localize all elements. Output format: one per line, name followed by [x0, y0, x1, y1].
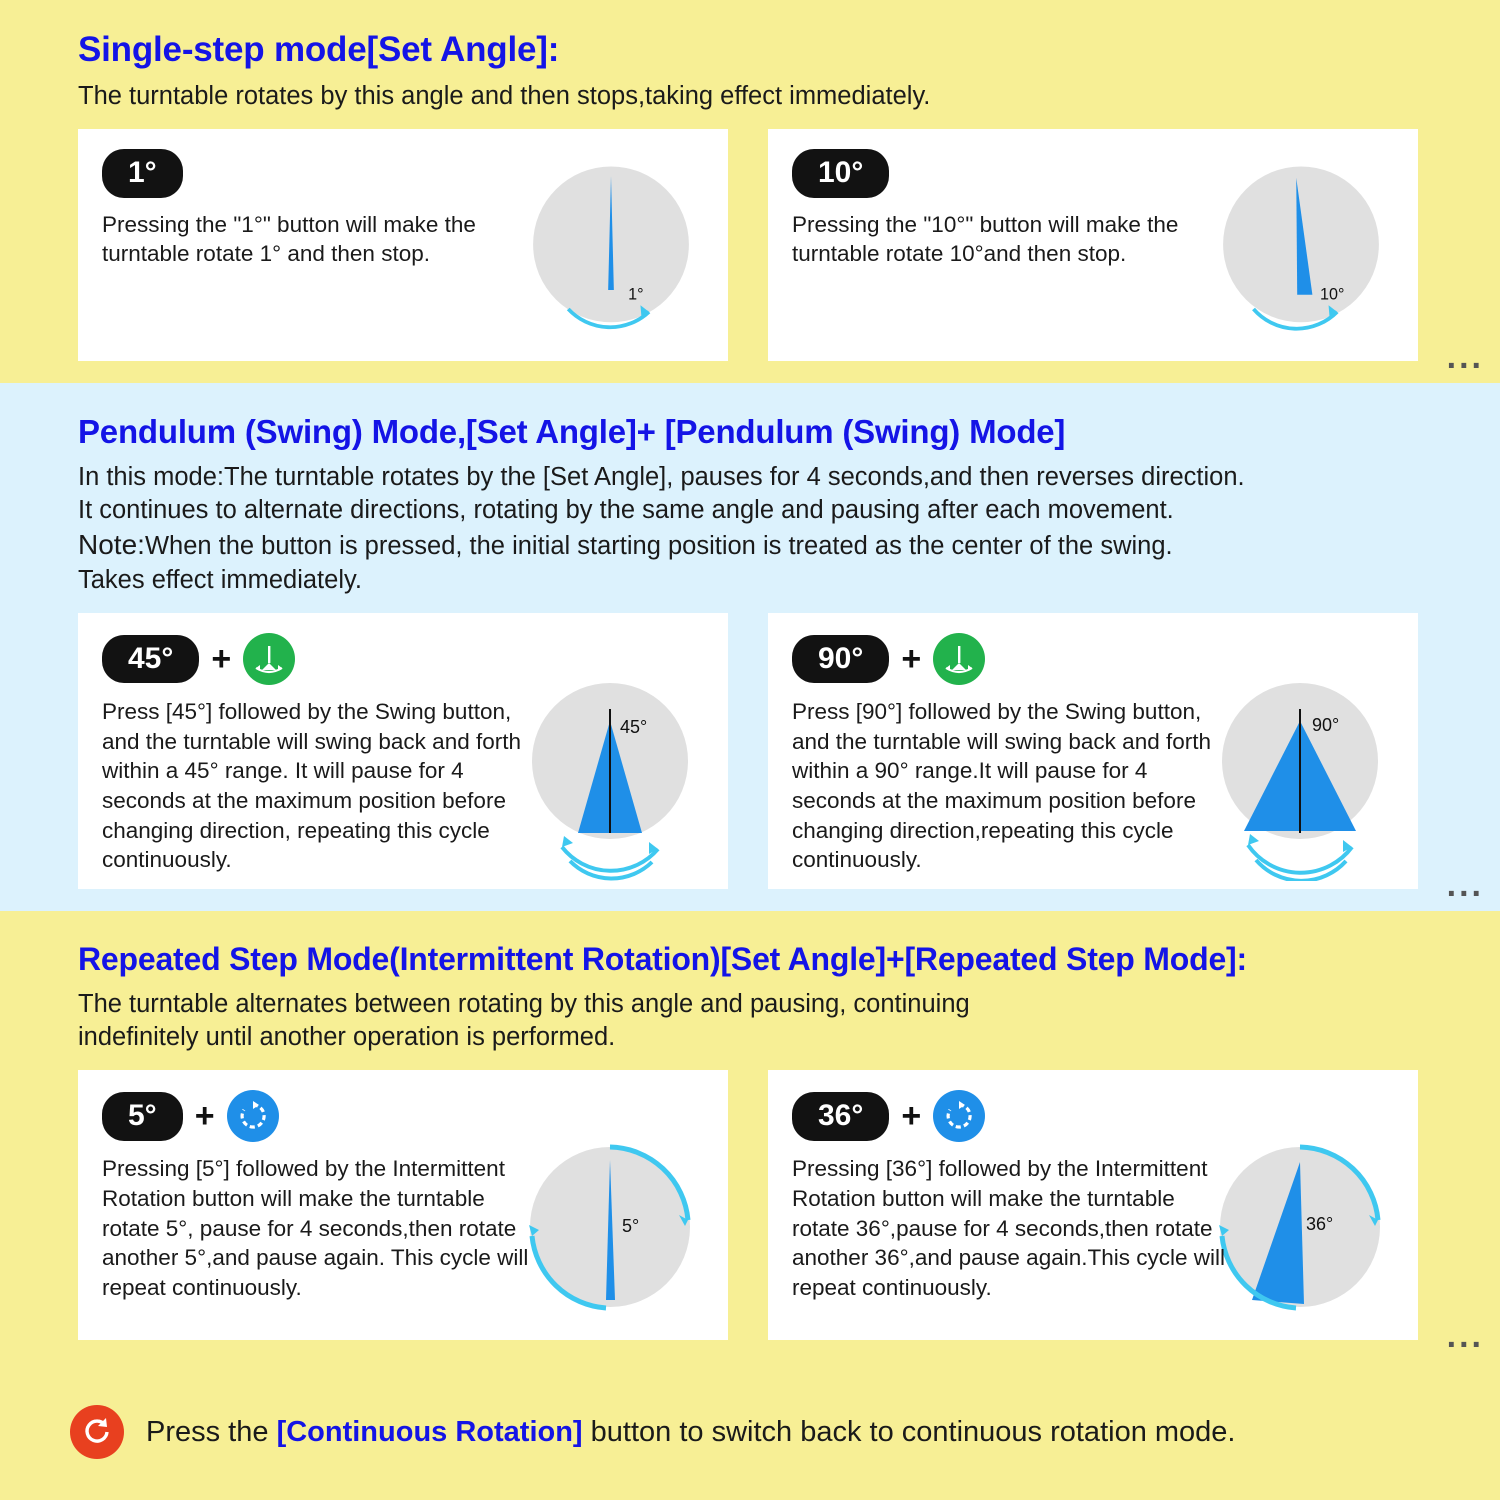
- desc-line-2: indefinitely until another operation is performed.: [78, 1023, 616, 1052]
- card-row-repeated-step: [78, 1070, 1430, 1340]
- intermittent-rotation-icon[interactable]: [933, 1090, 985, 1142]
- card-description: Pressing [5°] followed by the Intermittent Rotation button will make the turntable rotate 5°, pause for 4 seconds,then rotate another 5°,and pause again. This cycle will repeat continuously.: [102, 1156, 529, 1301]
- footer-text-before: Press the: [146, 1415, 277, 1448]
- card-description: Press [90°] followed by the Swing button, and the turntable will swing back and forth within a 90° range.It will pause for 4 seconds at the maximum position before changing direction,repeating this cycle continuously.: [792, 698, 1211, 873]
- swing-icon[interactable]: [933, 633, 985, 685]
- card-description: Pressing the "10°" button will make the turntable rotate 10°and then stop.: [792, 211, 1179, 267]
- desc-line-2: It continues to alternate directions, rotating by the same angle and pausing after each movement.: [78, 496, 1174, 525]
- svg-text:5°: 5°: [622, 1216, 640, 1237]
- footer-bar: [0, 1362, 1500, 1500]
- swing-icon[interactable]: [243, 633, 295, 685]
- svg-text:36°: 36°: [1306, 1214, 1334, 1235]
- dial-label: 1°: [628, 285, 644, 304]
- svg-text:10°: 10°: [1320, 285, 1345, 304]
- card-description: Press [45°] followed by the Swing button, and the turntable will swing back and forth within a 45° range. It will pause for 4 seconds at the maximum position before changing direction, repeating this cycle continuously.: [102, 698, 521, 873]
- angle-pill-36[interactable]: 36°: [792, 1092, 889, 1141]
- angle-pill-1[interactable]: 1°: [102, 149, 183, 198]
- card-36-degree-intermittent: [768, 1070, 1418, 1340]
- card-row-single-step: [78, 129, 1430, 361]
- card-45-degree-swing: [78, 613, 728, 889]
- more-indicator: ...: [1446, 338, 1484, 377]
- card-description: Pressing [36°] followed by the Intermittent Rotation button will make the turntable rotate 36°,pause for 4 seconds,then rotate another 36°,and pause again.This cycle will repeat continuously.: [792, 1156, 1226, 1301]
- angle-pill-45[interactable]: 45°: [102, 635, 199, 684]
- section-desc-pendulum: [78, 461, 1430, 597]
- section-desc-repeated-step: [78, 988, 1430, 1054]
- section-title-repeated-step: Repeated Step Mode(Intermittent Rotation)[Set Angle]+[Repeated Step Mode]:: [78, 941, 1247, 978]
- desc-line-4: Takes effect immediately.: [78, 565, 362, 594]
- desc-line-1: In this mode:The turntable rotates by the [Set Angle], pauses for 4 seconds,and then reverses direction.: [78, 463, 1245, 492]
- section-desc-single-step: The turntable rotates by this angle and then stops,taking effect immediately.: [78, 82, 931, 110]
- more-indicator: ...: [1446, 1317, 1484, 1356]
- card-head: [792, 633, 1396, 685]
- section-pendulum: [0, 383, 1500, 911]
- section-title-pendulum: Pendulum (Swing) Mode,[Set Angle]+ [Pendulum (Swing) Mode]: [78, 413, 1066, 451]
- plus-sign: +: [194, 1097, 215, 1136]
- footer-text: [146, 1416, 1235, 1449]
- note-label: Note:: [78, 529, 145, 561]
- section-repeated-step: [0, 911, 1500, 1362]
- footer-text-after: button to switch back to continuous rotation mode.: [582, 1415, 1236, 1448]
- card-description: Pressing the "1°" button will make the turntable rotate 1° and then stop.: [102, 211, 476, 267]
- section-single-step: [0, 0, 1500, 383]
- angle-pill-90[interactable]: 90°: [792, 635, 889, 684]
- card-row-pendulum: [78, 613, 1430, 889]
- section-title-single-step: Single-step mode[Set Angle]:: [78, 30, 560, 69]
- desc-line-3: When the button is pressed, the initial starting position is treated as the center of the swing.: [144, 532, 1173, 561]
- plus-sign: +: [901, 639, 922, 678]
- plus-sign: +: [901, 1097, 922, 1136]
- desc-line-1: The turntable alternates between rotating by this angle and pausing, continuing: [78, 990, 970, 1019]
- plus-sign: +: [211, 639, 232, 678]
- footer-highlight: [Continuous Rotation]: [276, 1415, 583, 1448]
- card-10-degree: [768, 129, 1418, 361]
- card-head: [102, 633, 706, 685]
- dial-illustration-1: [516, 157, 706, 347]
- angle-pill-10[interactable]: 10°: [792, 149, 889, 198]
- svg-text:90°: 90°: [1312, 715, 1340, 736]
- card-5-degree-intermittent: [78, 1070, 728, 1340]
- more-indicator: ...: [1446, 866, 1484, 905]
- svg-text:45°: 45°: [620, 717, 648, 738]
- card-1-degree: [78, 129, 728, 361]
- card-90-degree-swing: [768, 613, 1418, 889]
- dial-illustration-10: [1206, 157, 1396, 347]
- angle-pill-5[interactable]: 5°: [102, 1092, 183, 1141]
- intermittent-rotation-icon[interactable]: [227, 1090, 279, 1142]
- continuous-rotation-icon[interactable]: [70, 1405, 124, 1459]
